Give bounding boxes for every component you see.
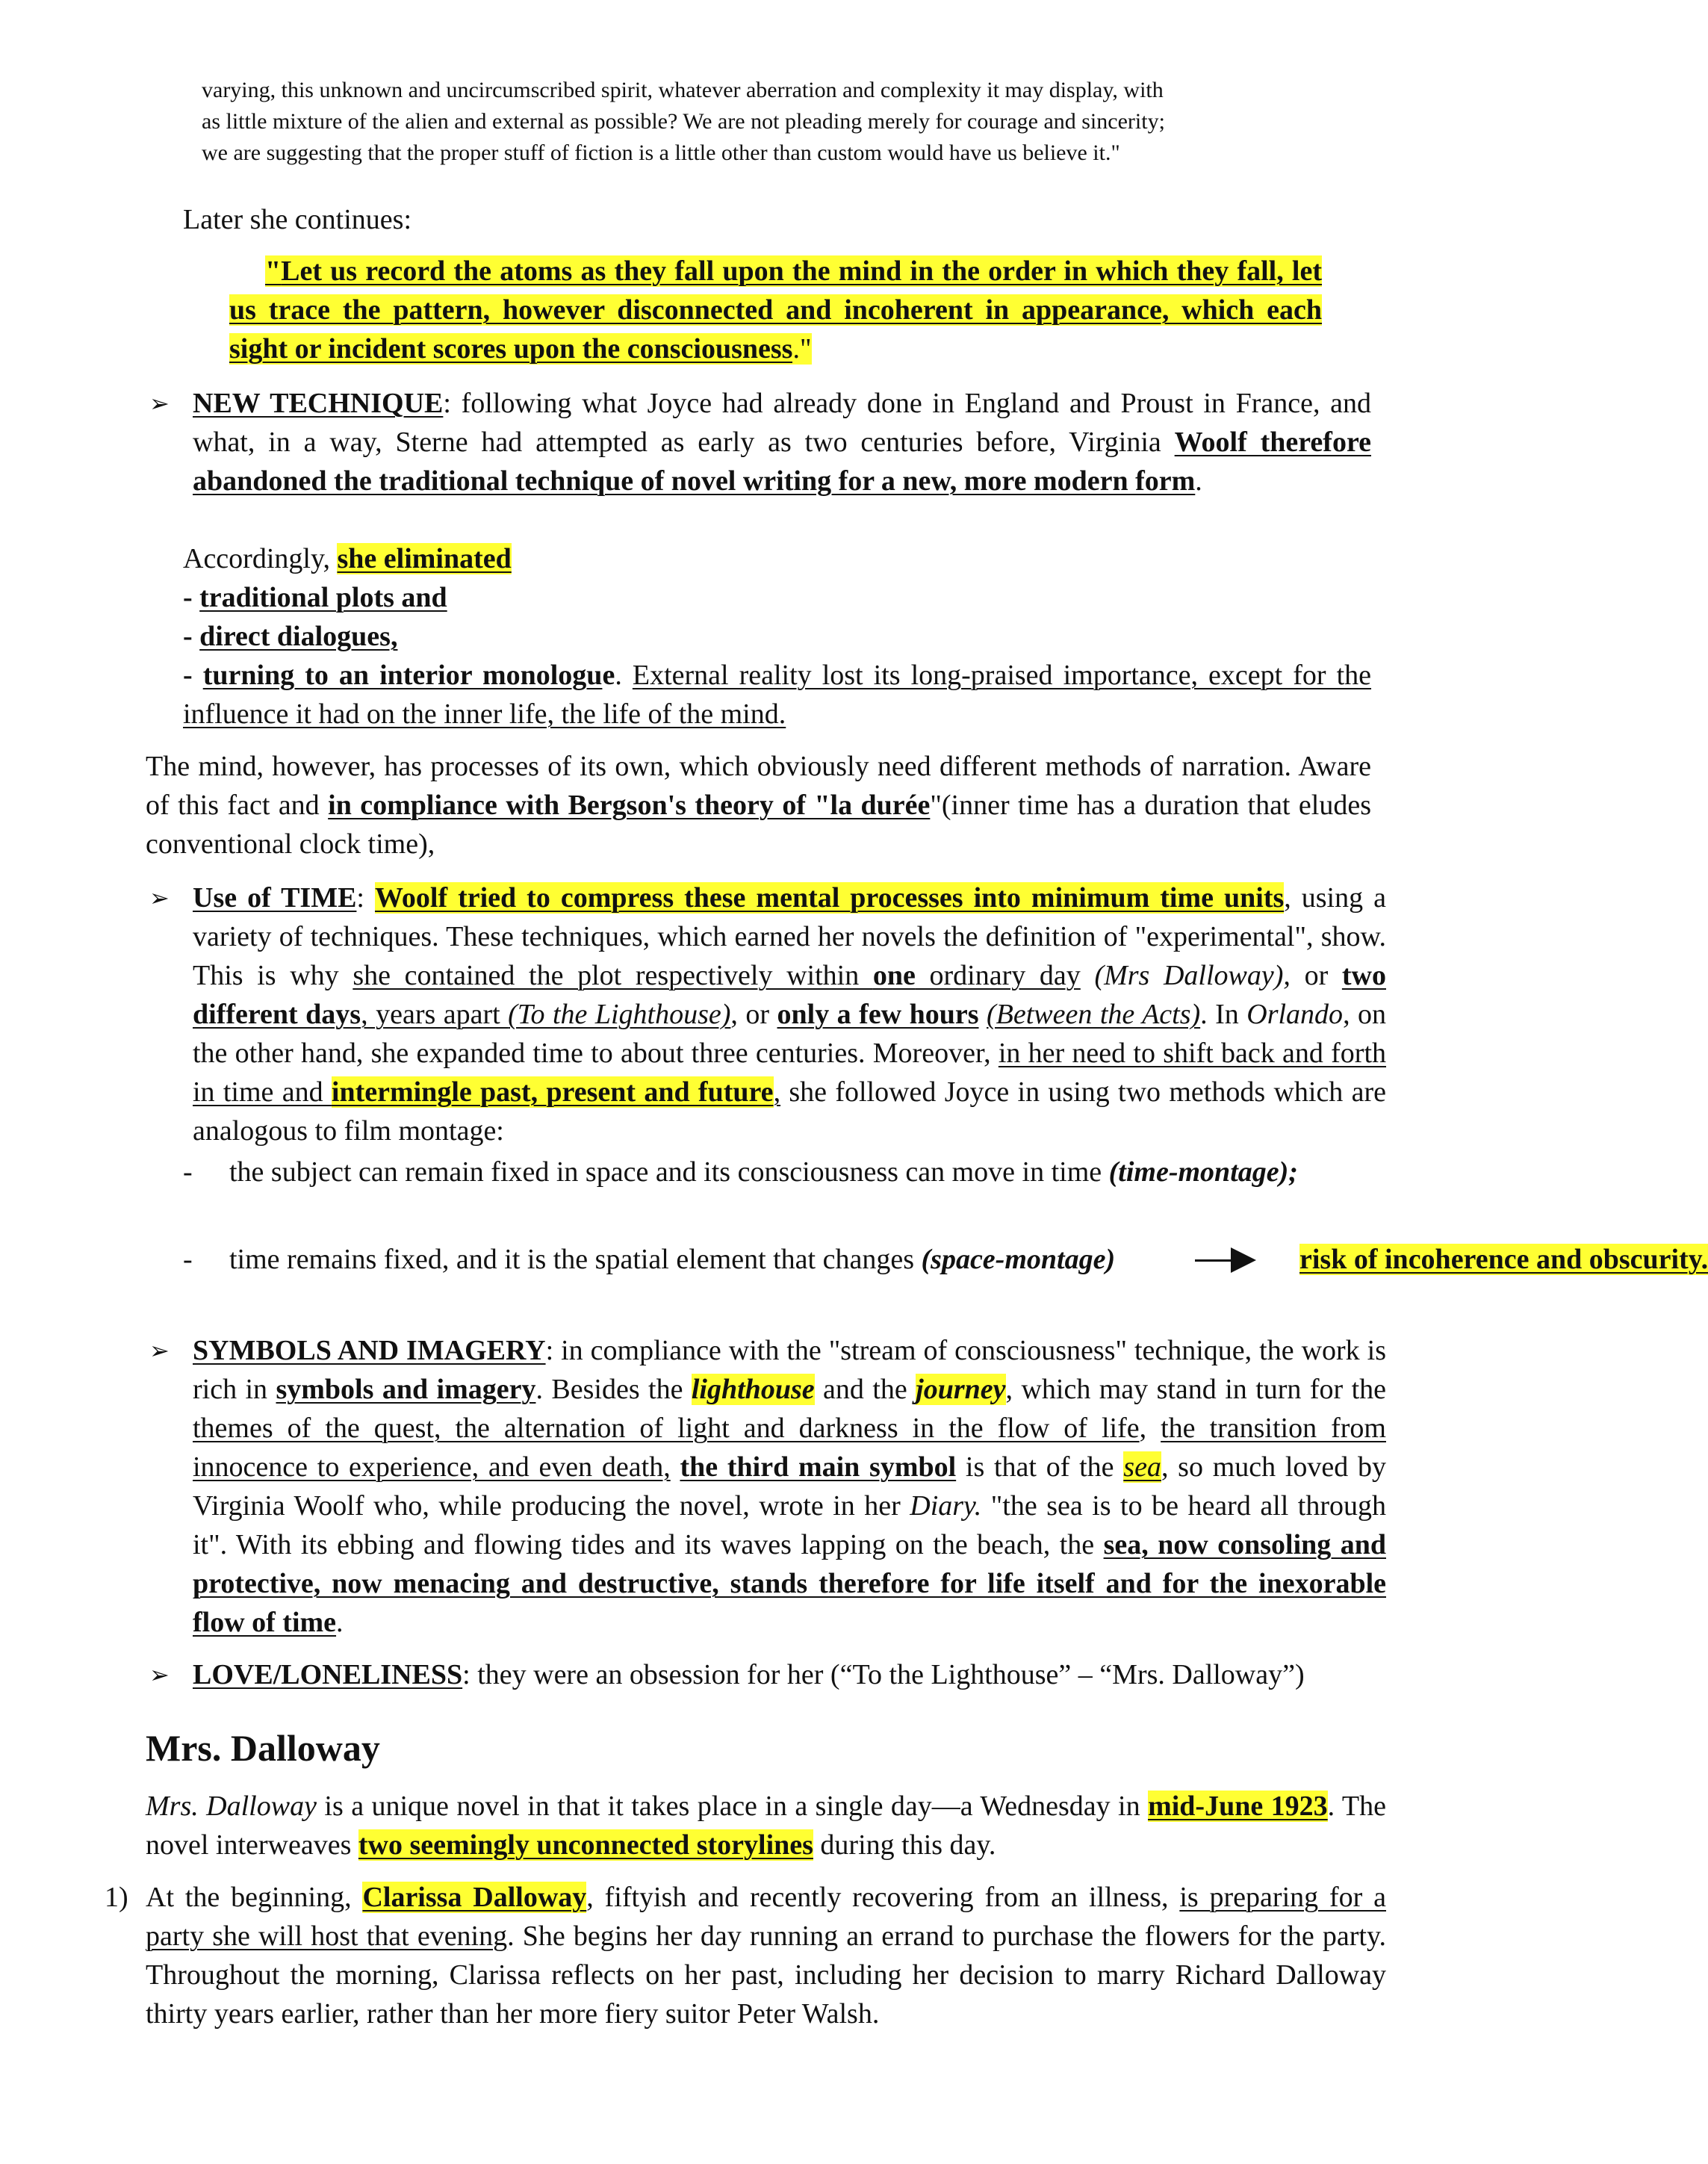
item-text: direct dialogues,: [199, 621, 398, 652]
themes-underline: themes of the quest, the alternation of light and darkness in the flow of life: [193, 1413, 1140, 1444]
storylines-highlight: two seemingly unconnected storylines: [358, 1829, 813, 1861]
lighthouse-ref: (To the Lighthouse): [508, 999, 731, 1030]
item-dash: -: [183, 660, 203, 691]
continuation-quote: [229, 252, 1322, 368]
item-dot: .: [615, 660, 633, 691]
montage-text: time remains fixed, and it is the spatial element that changes: [229, 1244, 922, 1275]
orlando-ref: Orlando: [1246, 999, 1344, 1030]
comma: ,: [1139, 1413, 1161, 1444]
space-montage-item: [229, 1240, 1208, 1279]
between-acts-ref: (Between the Acts): [987, 999, 1201, 1030]
symbols-text-5: , so much loved by Virginia Woolf who, while producing the novel, wrote in her: [193, 1451, 1387, 1522]
time-highlight: Woolf tried to compress these mental processes into minimum time units: [374, 882, 1285, 914]
comma: ,: [773, 1076, 781, 1108]
party-underline: is preparing for a party she will host that evening: [146, 1882, 1386, 1952]
accordingly-line: [183, 539, 855, 578]
sea-highlight: sea: [1123, 1451, 1161, 1483]
symbols-text-4: is that of the: [956, 1451, 1124, 1483]
symbols-label: SYMBOLS AND IMAGERY: [193, 1335, 546, 1366]
storyline-text-3: . She begins her day running an errand to purchase the flowers for the party. Throughout the morning, Clarissa reflects on her past, including her decision to marry Richard Dalloway thirty years earlier, rather than her more fiery suitor Peter Walsh.: [146, 1920, 1387, 2030]
time-paragraph: [193, 878, 1386, 1150]
love-paragraph: [193, 1655, 1386, 1694]
time-underline: she contained the plot respectively within: [353, 960, 873, 991]
symbols-text-6: "the sea is to be heard all through it". With its ebbing and flowing tides and its waves lapping on the beach, the: [193, 1490, 1386, 1560]
or-text: or: [1290, 960, 1342, 991]
transition-underline: the transition from innocence to experience, and even death,: [193, 1413, 1386, 1483]
item-dash: -: [183, 621, 200, 652]
quote-close: .": [792, 333, 812, 365]
and-text: and the: [814, 1374, 916, 1405]
montage-text: the subject can remain fixed in space and its consciousness can move in time: [229, 1156, 1109, 1188]
symbols-paragraph: [193, 1331, 1386, 1642]
date-highlight: mid-June 1923: [1148, 1791, 1328, 1822]
later-line: Later she continues:: [183, 204, 412, 235]
eliminated-item-2: [183, 617, 855, 656]
storyline-1-paragraph: [146, 1878, 1386, 2033]
item-text-end: e: [602, 660, 615, 691]
quote-line-2: as little mixture of the alien and external as possible? We are not pleading merely for courage and sincerity;: [202, 109, 1165, 134]
time-montage-item: [229, 1153, 1386, 1191]
bullet-arrow-icon: ➢: [149, 884, 170, 912]
symbols-end: .: [336, 1607, 344, 1638]
space: [979, 999, 987, 1030]
in-text: . In: [1200, 999, 1247, 1030]
montage-dash-1: -: [183, 1156, 193, 1188]
time-underline-3: in her need to shift back and forth in time and: [193, 1038, 1387, 1108]
bergson-claim: in compliance with Bergson's theory of "la durée: [328, 790, 931, 821]
montage-dash-2: -: [183, 1244, 193, 1275]
quote-line-3: we are suggesting that the proper stuff of fiction is a little other than custom would have us believe it.": [202, 140, 1120, 165]
time-text-2: , on the other hand, she expanded time to about three centuries. Moreover,: [193, 999, 1387, 1069]
mind-text-end: "(inner time has a duration that eludes conventional clock time),: [146, 790, 1372, 860]
love-label: LOVE/LONELINESS: [193, 1659, 463, 1690]
new-technique-label: NEW TECHNIQUE: [193, 388, 444, 419]
symbols-claim: symbols and imagery: [276, 1374, 536, 1405]
two-days: two different days: [193, 960, 1386, 1030]
time-underline-2: ordinary day: [915, 960, 1081, 991]
right-arrow-icon: [1231, 1247, 1256, 1273]
dalloway-intro: [146, 1787, 1386, 1864]
symbols-text-3: , which may stand in turn for the: [1005, 1374, 1386, 1405]
item-text: traditional plots and: [199, 582, 447, 613]
bullet-arrow-icon: ➢: [149, 389, 170, 418]
lighthouse-highlight: lighthouse: [691, 1374, 815, 1405]
bullet-arrow-icon: ➢: [149, 1661, 170, 1689]
time-montage-label: (time-montage);: [1108, 1156, 1298, 1188]
mind-text: The mind, however, has processes of its own, which obviously need different methods of narration. Aware of this fact and: [146, 751, 1371, 821]
risk-highlight: risk of incoherence and obscurity.: [1299, 1244, 1708, 1275]
list-number: 1): [105, 1882, 128, 1913]
external-reality-text: External reality lost its long-praised importance, except for the influence it had on the inner life, the life of the mind.: [183, 660, 1372, 730]
quote-line-1: varying, this unknown and uncircumscribed spirit, whatever aberration and complexity it may display, with: [202, 78, 1164, 102]
intro-text: is a unique novel in that it takes place in a single day—a Wednesday in: [316, 1791, 1149, 1822]
new-technique-end: .: [1195, 465, 1202, 497]
clarissa-highlight: Clarissa Dalloway: [362, 1882, 587, 1913]
time-text-3: she followed Joyce in using two methods which are analogous to film montage:: [193, 1076, 1387, 1147]
risk-text: [1299, 1240, 1708, 1279]
section-title: Mrs. Dalloway: [146, 1727, 380, 1769]
diary-ref: Diary.: [910, 1490, 982, 1522]
intermingle-highlight: intermingle past, present and future: [331, 1076, 774, 1108]
quote-open: ": [265, 255, 282, 287]
sea-meaning: sea, now consoling and protective, now menacing and destructive, stands therefore for life itself and for the inexorable flow of time: [193, 1529, 1386, 1638]
or-text-2: , or: [730, 999, 777, 1030]
time-one: one: [872, 960, 916, 991]
eliminated-item-1: [183, 578, 855, 617]
space: [671, 1451, 680, 1483]
time-colon: :: [356, 882, 375, 914]
intro-text-3: during this day.: [813, 1829, 996, 1861]
mrs-dalloway-ref: (Mrs Dalloway),: [1080, 960, 1291, 991]
item-dash: -: [183, 582, 200, 613]
symbols-text-2: . Besides the: [535, 1374, 692, 1405]
new-technique-claim: Woolf therefore abandoned the traditional technique of novel writing for a new, more modern form: [193, 427, 1371, 497]
love-text: : they were an obsession for her (“To the Lighthouse” – “Mrs. Dalloway”): [462, 1659, 1305, 1690]
third-symbol: the third main symbol: [680, 1451, 957, 1483]
symbols-text: : in compliance with the "stream of consciousness" technique, the work is rich in: [193, 1335, 1386, 1405]
quote-top: [202, 75, 1337, 169]
journey-highlight: journey: [916, 1374, 1006, 1405]
arrow-line: [1195, 1259, 1234, 1262]
storyline-text: At the beginning,: [146, 1882, 363, 1913]
years-apart: , years apart: [361, 999, 509, 1030]
new-technique-paragraph: [193, 384, 1371, 500]
space-montage-label: (space-montage): [921, 1244, 1116, 1275]
mind-paragraph: [146, 747, 1371, 864]
bullet-arrow-icon: ➢: [149, 1336, 170, 1365]
eliminated-item-3: [183, 656, 1371, 734]
storyline-text-2: , fiftyish and recently recovering from an illness,: [586, 1882, 1180, 1913]
new-technique-text: : following what Joyce had already done in England and Proust in France, and what, in a way, Sterne had attempted as early as two centuries before, Virginia: [193, 388, 1372, 458]
eliminated-highlight: she eliminated: [337, 543, 512, 574]
time-text: , using a variety of techniques. These techniques, which earned her novels the definition of "experimental", show. This is why: [193, 882, 1386, 991]
time-label: Use of TIME: [193, 882, 357, 914]
intro-text-2: . The novel interweaves: [146, 1791, 1386, 1861]
item-text: turning to an interior monologu: [202, 660, 603, 691]
novel-title: Mrs. Dalloway: [146, 1791, 317, 1822]
quote-text: Let us record the atoms as they fall upon the mind in the order in which they fall, let us trace the pattern, however disconnected and incoherent in appearance, which each sight or incident scores upon the consciousness: [229, 255, 1322, 365]
accordingly-text: Accordingly,: [183, 543, 338, 574]
few-hours: only a few hours: [777, 999, 979, 1030]
